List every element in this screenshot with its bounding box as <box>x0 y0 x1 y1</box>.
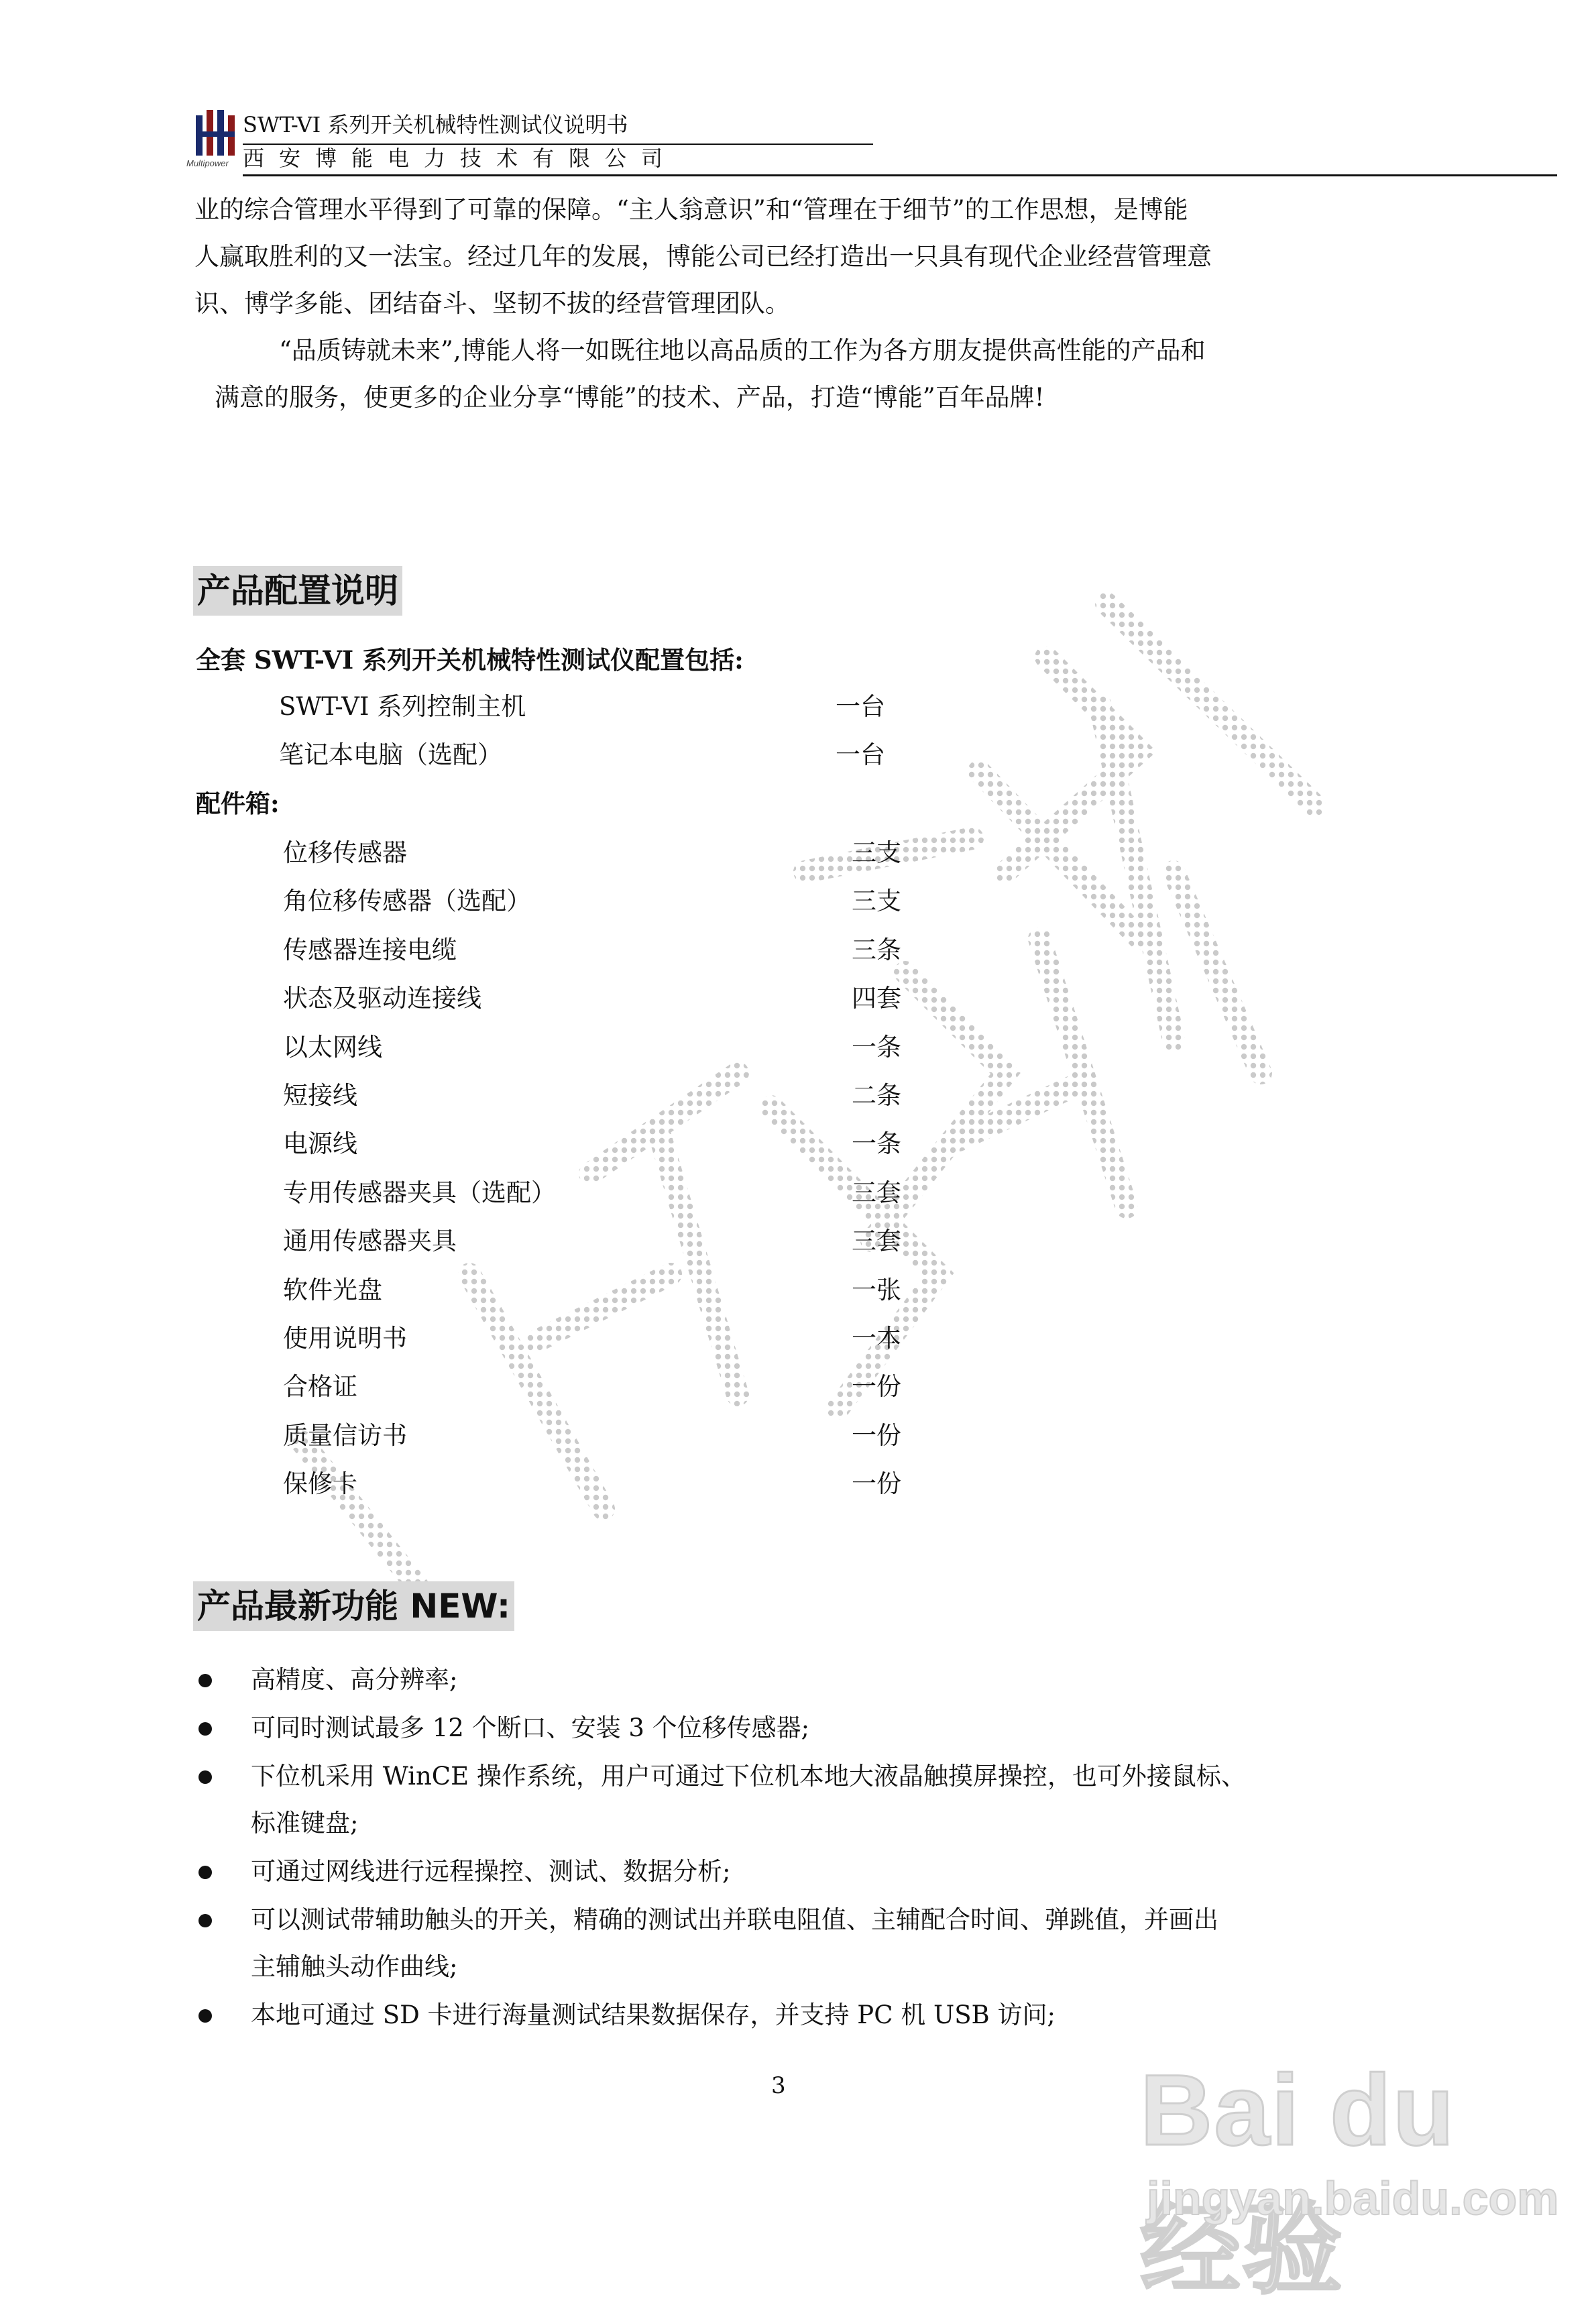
bullet-icon <box>198 1722 212 1736</box>
accessory-name: 短接线 <box>283 1081 357 1110</box>
config-heading: 产品配置说明 <box>193 566 402 616</box>
accessory-name: 软件光盘 <box>283 1275 382 1304</box>
company-logo-icon <box>189 107 243 180</box>
feature-item <box>194 1992 1375 2039</box>
accessory-name: 传感器连接电缆 <box>283 935 457 964</box>
accessory-qty: 三条 <box>852 935 901 964</box>
accessory-qty: 三支 <box>852 838 901 867</box>
accessory-name: 使用说明书 <box>283 1324 407 1353</box>
accessory-name: 通用传感器夹具 <box>283 1227 457 1256</box>
accessory-name: 保修卡 <box>283 1469 357 1499</box>
accessory-qty: 三套 <box>852 1227 901 1256</box>
intro-line: 人赢取胜利的又一法宝。经过几年的发展，博能公司已经打造出一只具有现代企业经营管理意 <box>194 242 1212 271</box>
accessory-name: 合格证 <box>283 1372 357 1402</box>
feature-item <box>194 1705 1375 1752</box>
accessory-qty: 二条 <box>852 1081 901 1110</box>
feature-text: 可通过网线进行远程操控、测试、数据分析; <box>251 1857 731 1886</box>
baidu-watermark <box>1127 2052 1559 2306</box>
accessories-label: 配件箱: <box>196 789 280 818</box>
feature-text: 标准键盘; <box>251 1809 359 1838</box>
document-title: SWT-VI 系列开关机械特性测试仪说明书 <box>243 112 628 137</box>
feature-item <box>194 1753 1375 1847</box>
feature-text: 可以测试带辅助触头的开关，精确的测试出并联电阻值、主辅配合时间、弹跳值，并画出 <box>251 1905 1218 1934</box>
bullet-icon <box>198 1914 212 1927</box>
baidu-watermark-logo: Bai du 经验 <box>1140 2053 1456 2306</box>
config-subtitle: 全套 SWT-VI 系列开关机械特性测试仪配置包括: <box>196 645 744 675</box>
company-name: 西安博能电力技术有限公司 <box>243 146 678 171</box>
feature-text: 可同时测试最多 12 个断口、安装 3 个位移传感器; <box>251 1713 810 1742</box>
logo-text: Multipower <box>186 158 229 168</box>
intro-line: 满意的服务，使更多的企业分享“博能”的技术、产品，打造“博能”百年品牌! <box>215 383 1045 412</box>
bullet-icon <box>198 1866 212 1879</box>
header-divider <box>243 174 1557 176</box>
feature-item <box>194 1848 1375 1895</box>
accessory-name: 以太网线 <box>283 1032 382 1062</box>
feature-text: 主辅触头动作曲线; <box>251 1952 458 1981</box>
item-name: SWT-VI 系列控制主机 <box>279 692 526 721</box>
item-qty: 一台 <box>836 740 885 769</box>
intro-paragraph <box>194 186 1375 421</box>
accessory-name: 角位移传感器（选配） <box>283 887 531 916</box>
accessory-qty: 一张 <box>852 1275 901 1304</box>
features-heading: 产品最新功能 NEW: <box>193 1581 514 1631</box>
accessory-qty: 一条 <box>852 1032 901 1062</box>
intro-line: 识、博学多能、团结奋斗、坚韧不拔的经营管理团队。 <box>194 289 790 318</box>
accessory-qty: 一份 <box>852 1372 901 1402</box>
accessory-qty: 三支 <box>852 887 901 916</box>
feature-item <box>194 1656 1375 1703</box>
accessory-qty: 一份 <box>852 1420 901 1450</box>
bullet-icon <box>198 2009 212 2023</box>
intro-line: 业的综合管理水平得到了可靠的保障。“主人翁意识”和“管理在于细节”的工作思想，是博能 <box>194 195 1188 224</box>
accessory-qty: 四套 <box>852 984 901 1013</box>
accessory-qty: 一份 <box>852 1469 901 1499</box>
item-qty: 一台 <box>836 692 885 721</box>
accessory-name: 专用传感器夹具（选配） <box>283 1178 556 1207</box>
bullet-icon <box>198 1674 212 1687</box>
accessory-qty: 三套 <box>852 1178 901 1207</box>
accessory-qty: 一条 <box>852 1129 901 1159</box>
feature-text: 本地可通过 SD 卡进行海量测试结果数据保存，并支持 PC 机 USB 访问; <box>251 2000 1056 2029</box>
accessory-qty: 一本 <box>852 1324 901 1353</box>
accessory-name: 电源线 <box>283 1129 357 1159</box>
item-name: 笔记本电脑（选配） <box>279 740 502 769</box>
baidu-watermark-url: jingyan.baidu.com <box>1147 2172 1559 2224</box>
accessory-name: 状态及驱动连接线 <box>283 984 481 1013</box>
features-list <box>194 1656 1375 2040</box>
feature-item <box>194 1897 1375 1990</box>
page-header <box>186 107 1369 181</box>
accessory-name: 位移传感器 <box>283 838 407 867</box>
bullet-icon <box>198 1770 212 1784</box>
feature-text: 下位机采用 WinCE 操作系统，用户可通过下位机本地大液晶触摸屏操控，也可外接鼠标、 <box>251 1762 1246 1791</box>
intro-line: “品质铸就未来”,博能人将一如既往地以高品质的工作为各方朋友提供高性能的产品和 <box>279 336 1206 365</box>
feature-text: 高精度、高分辨率; <box>251 1665 458 1694</box>
page-number: 3 <box>771 2072 786 2099</box>
accessory-name: 质量信访书 <box>283 1420 407 1450</box>
